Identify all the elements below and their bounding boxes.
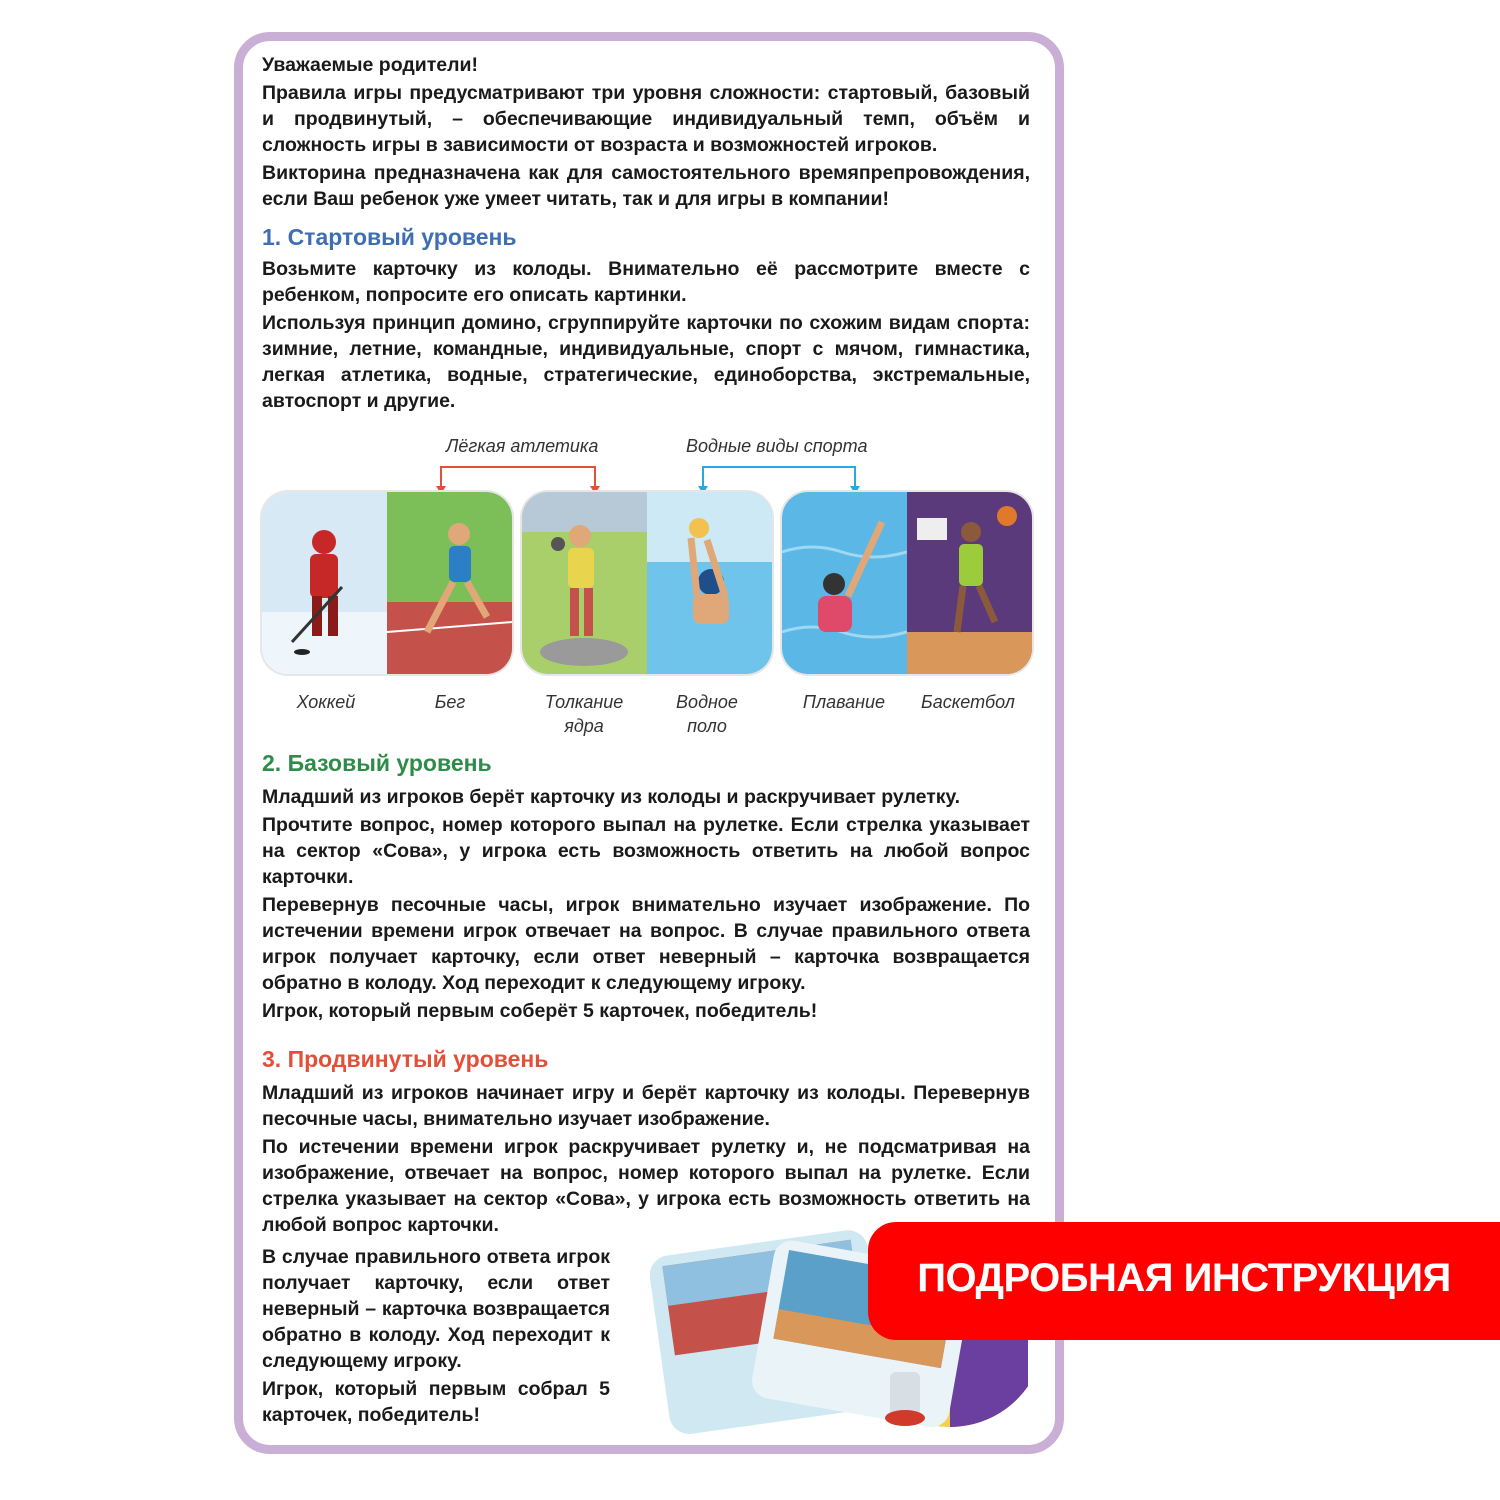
intro-paragraph-2: Викторина предназначена как для самостоятельного времяпрепровождения, если Ваш ребенок уже умеет читать, так и для игры в компании! (262, 162, 1030, 210)
caption-hockey: Хоккей (296, 692, 356, 712)
level3-paragraph-1: Младший из игроков начинает игру и берёт карточку из колоды. Перевернув песочные часы, внимательно изучает изображение. (262, 1082, 1030, 1130)
caption-water-polo: Водное поло (676, 692, 738, 736)
level3-title: 3. Продвинутый уровень (262, 1046, 549, 1072)
sport-groups (262, 436, 1042, 496)
level1-paragraph-1: Возьмите карточку из колоды. Внимательно её рассмотрите вместе с ребенком, попросите его описать картинки. (262, 258, 1030, 306)
level2-title: 2. Базовый уровень (262, 750, 492, 776)
level3-paragraph-3: В случае правильного ответа игрок получает карточку, если ответ неверный – карточка возвращается обратно в колоду. Ход переходит к следующему игроку. (262, 1246, 610, 1372)
domino-cards (262, 492, 1034, 674)
sport-captions (262, 690, 1034, 740)
group-label-athletics: Лёгкая атлетика (446, 436, 599, 456)
level2-paragraph-2: Прочтите вопрос, номер которого выпал на рулетке. Если стрелка указывает на сектор «Сова», у игрока есть возможность ответить на любой вопрос карточки. (262, 814, 1030, 888)
card-image-hockey (262, 492, 387, 674)
detailed-instructions-banner (868, 1222, 1500, 1340)
intro-paragraph-1: Правила игры предусматривают три уровня сложности: стартовый, базовый и продвинутый, – обеспечивающие индивидуальный темп, объём и сложность игры в зависимости от возраста и возможностей игроков. (262, 82, 1030, 156)
level1-title: 1. Стартовый уровень (262, 224, 517, 250)
domino-card-2 (522, 492, 772, 674)
level3-paragraph-2: По истечении времени игрок раскручивает рулетку и, не подсматривая на изображение, отвечает на вопрос, номер которого выпал на рулетке. Если стрелка указывает на сектор «Сова», у игрока есть возможность ответить на любой вопрос карточки. (262, 1136, 1030, 1236)
group-label-water: Водные виды спорта (686, 436, 868, 456)
caption-shot-put: Толкание ядра (544, 692, 624, 736)
level2-paragraph-1: Младший из игроков берёт карточку из колоды и раскручивает рулетку. (262, 786, 961, 808)
intro-section (262, 52, 1030, 414)
caption-basketball: Баскетбол (921, 692, 1015, 712)
athletics-bracket (440, 466, 596, 488)
level3-closing (262, 1244, 610, 1428)
domino-card-3 (782, 492, 1032, 674)
rules-section (262, 748, 1030, 1238)
level1-paragraph-2: Используя принцип домино, сгруппируйте карточки по схожим видам спорта: зимние, летние, командные, индивидуальные, спорт с мячом, гимнастика, легкая атлетика, водные, стратегические, единоборства, экстремальные, автоспорт и другие. (262, 312, 1030, 412)
card-image-basketball (907, 492, 1032, 674)
caption-swimming: Плавание (802, 692, 886, 712)
banner-text: ПОДРОБНАЯ ИНСТРУКЦИЯ (917, 1256, 1451, 1300)
caption-running: Бег (434, 692, 466, 712)
card-image-running (387, 492, 512, 674)
level2-paragraph-4: Игрок, который первым соберёт 5 карточек, победитель! (262, 1000, 818, 1022)
level3-paragraph-4: Игрок, который первым собрал 5 карточек, победитель! (262, 1378, 610, 1426)
card-image-swimming (782, 492, 907, 674)
card-image-water-polo (647, 492, 772, 674)
level2-paragraph-3: Перевернув песочные часы, игрок внимательно изучает изображение. По истечении времени игрок отвечает на вопрос. В случае правильного ответа игрок получает карточку, если ответ неверный – карточка возвращается обратно в колоду. Ход переходит к следующему игроку. (262, 894, 1030, 994)
card-image-shot-put (522, 492, 647, 674)
water-bracket (702, 466, 856, 488)
greeting: Уважаемые родители! (262, 54, 478, 76)
domino-card-1 (262, 492, 512, 674)
